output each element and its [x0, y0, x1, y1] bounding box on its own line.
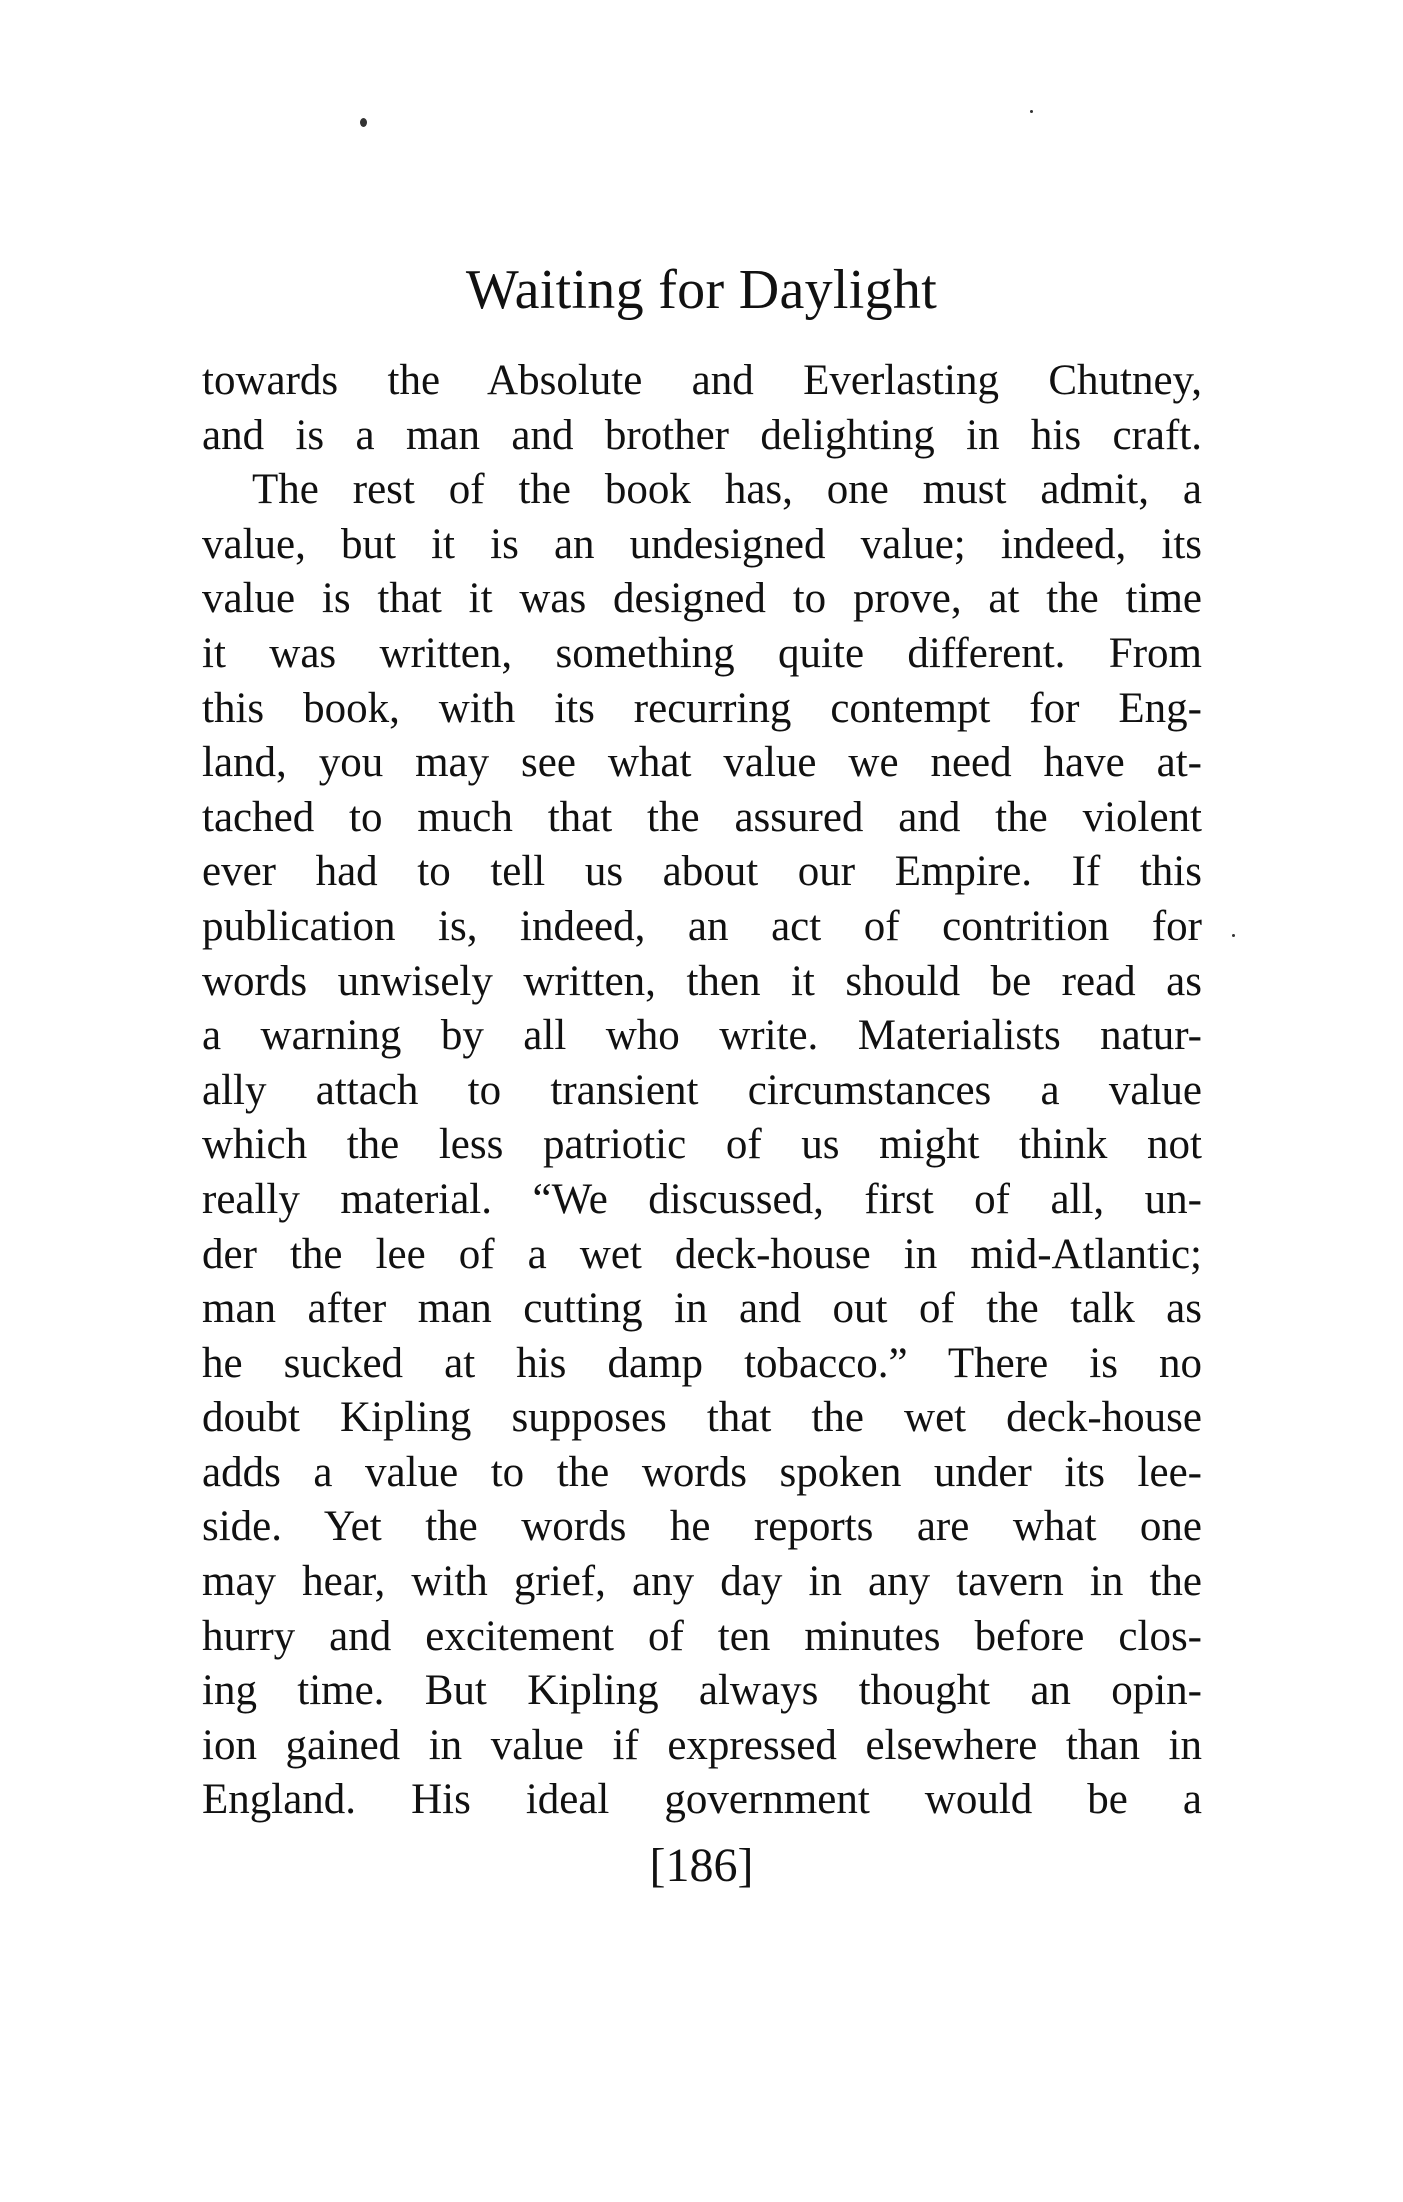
paragraph-first-line: The rest of the book has, one must admit, a — [252, 466, 1202, 514]
text-line: value is that it was designed to prove, at the time — [202, 575, 1202, 623]
body-text — [202, 354, 1202, 1828]
ink-speck — [1030, 110, 1033, 113]
text-line: really material. “We discussed, first of all, un- — [202, 1175, 1202, 1223]
text-line: man after man cutting in and out of the talk as — [202, 1285, 1202, 1333]
running-head: Waiting for Daylight — [465, 259, 938, 321]
text-line: doubt Kipling supposes that the wet deck-house — [202, 1394, 1202, 1442]
ink-speck — [1232, 934, 1235, 937]
text-line: it was written, something quite different. From — [202, 629, 1202, 677]
text-line: he sucked at his damp tobacco.” There is no — [202, 1339, 1202, 1387]
text-line: tached to much that the assured and the violent — [202, 793, 1202, 841]
text-line: der the lee of a wet deck-house in mid-Atlantic; — [202, 1230, 1202, 1278]
text-line: England. His ideal government would be a — [202, 1776, 1202, 1824]
page-number: [186] — [649, 1839, 754, 1892]
text-line: ing time. But Kipling always thought an opin- — [202, 1667, 1202, 1715]
text-line: towards the Absolute and Everlasting Chutney, — [202, 357, 1202, 404]
text-line: hurry and excitement of ten minutes before clos- — [202, 1612, 1202, 1660]
text-line: value, but it is an undesigned value; indeed, its — [202, 520, 1202, 568]
text-line: adds a value to the words spoken under its lee- — [202, 1448, 1202, 1496]
text-line: publication is, indeed, an act of contrition for — [202, 902, 1202, 950]
text-line: a warning by all who write. Materialists natur- — [202, 1012, 1202, 1060]
text-line: ally attach to transient circumstances a value — [202, 1066, 1202, 1114]
text-line: this book, with its recurring contempt for Eng- — [202, 684, 1202, 732]
text-line: ion gained in value if expressed elsewhere than in — [202, 1721, 1202, 1769]
text-line: land, you may see what value we need have at- — [202, 739, 1202, 787]
text-line: side. Yet the words he reports are what one — [202, 1503, 1202, 1551]
text-line: ever had to tell us about our Empire. If this — [202, 848, 1202, 896]
text-line: and is a man and brother delighting in his craft. — [202, 411, 1202, 459]
ink-speck — [360, 118, 367, 127]
text-line: which the less patriotic of us might think not — [202, 1121, 1202, 1169]
text-line: may hear, with grief, any day in any tavern in the — [202, 1558, 1202, 1606]
text-line: words unwisely written, then it should be read as — [202, 957, 1202, 1005]
